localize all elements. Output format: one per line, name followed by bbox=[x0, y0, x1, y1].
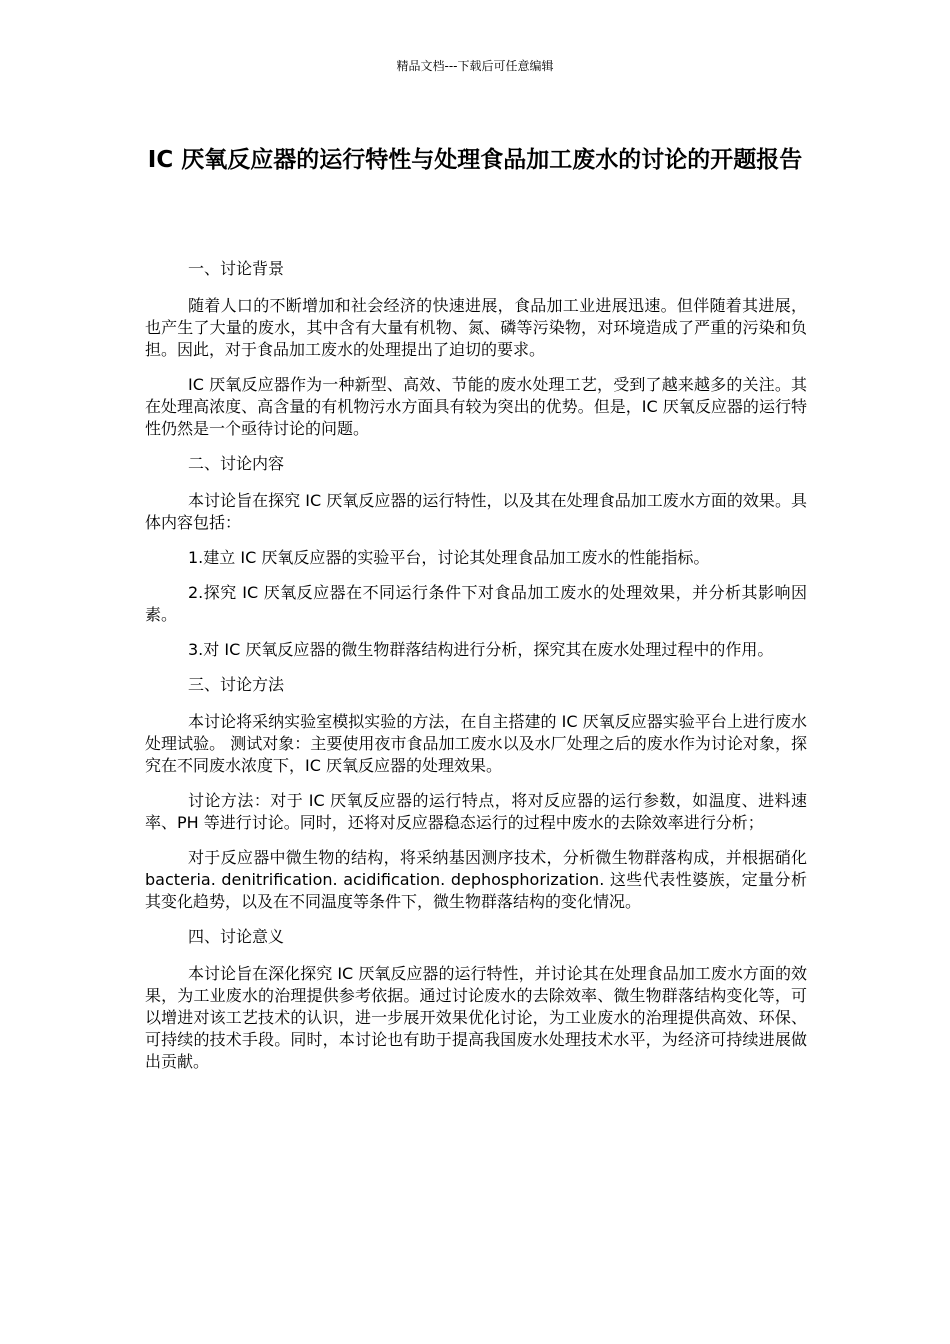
list-item: 3.对 IC 厌氧反应器的微生物群落结构进行分析，探究其在废水处理过程中的作用。 bbox=[188, 640, 774, 659]
paragraph: 本讨论将采纳实验室模拟实验的方法，在自主搭建的 IC 厌氧反应器实验平台上进行废水处理试验。 测试对象：主要使用夜市食品加工废水以及水厂处理之后的废水作为讨论对象，探究在不同废水浓度下，IC 厌氧反应器的处理效果。 bbox=[145, 712, 807, 775]
paragraph: 对于反应器中微生物的结构，将采纳基因测序技术，分析微生物群落构成，并根据硝化 bacteria. denitrification. acidification. dephosphorization. 这些代表性婆族，定量分析其变化趋势，以及在不同温度等条件下，微生物群落结构的变化情况。 bbox=[145, 848, 807, 911]
paragraph: IC 厌氧反应器作为一种新型、高效、节能的废水处理工艺，受到了越来越多的关注。其在处理高浓度、高含量的有机物污水方面具有较为突出的优势。但是，IC 厌氧反应器的运行特性仍然是一个亟待讨论的问题。 bbox=[145, 375, 807, 438]
section-heading-background: 一、讨论背景 bbox=[188, 259, 285, 278]
document-body bbox=[145, 258, 807, 1086]
paragraph: 本讨论旨在深化探究 IC 厌氧反应器的运行特性，并讨论其在处理食品加工废水方面的效果，为工业废水的治理提供参考依据。通过讨论废水的去除效率、微生物群落结构变化等，可以增进对该工艺技术的认识，进一步展开效果优化讨论，为工业废水的治理提供高效、环保、可持续的技术手段。同时，本讨论也有助于提高我国废水处理技术水平，为经济可持续进展做出贡献。 bbox=[145, 964, 807, 1071]
list-item: 2.探究 IC 厌氧反应器在不同运行条件下对食品加工废水的处理效果，并分析其影响因素。 bbox=[145, 583, 807, 624]
list-item: 1.建立 IC 厌氧反应器的实验平台，讨论其处理食品加工废水的性能指标。 bbox=[188, 548, 710, 567]
document-title: IC 厌氧反应器的运行特性与处理食品加工废水的讨论的开题报告 bbox=[147, 147, 803, 173]
header-note: 精品文档---下载后可任意编辑 bbox=[396, 59, 554, 73]
paragraph: 本讨论旨在探究 IC 厌氧反应器的运行特性，以及其在处理食品加工废水方面的效果。具体内容包括： bbox=[145, 491, 807, 532]
paragraph: 随着人口的不断增加和社会经济的快速进展，食品加工业进展迅速。但伴随着其进展，也产生了大量的废水，其中含有大量有机物、氮、磷等污染物，对环境造成了严重的污染和负担。因此，对于食品加工废水的处理提出了迫切的要求。 bbox=[145, 296, 807, 359]
section-heading-content: 二、讨论内容 bbox=[188, 454, 285, 473]
paragraph: 讨论方法：对于 IC 厌氧反应器的运行特点，将对反应器的运行参数，如温度、进料速率、PH 等进行讨论。同时，还将对反应器稳态运行的过程中废水的去除效率进行分析； bbox=[145, 791, 807, 832]
section-heading-significance: 四、讨论意义 bbox=[188, 927, 285, 946]
section-heading-method: 三、讨论方法 bbox=[188, 675, 285, 694]
